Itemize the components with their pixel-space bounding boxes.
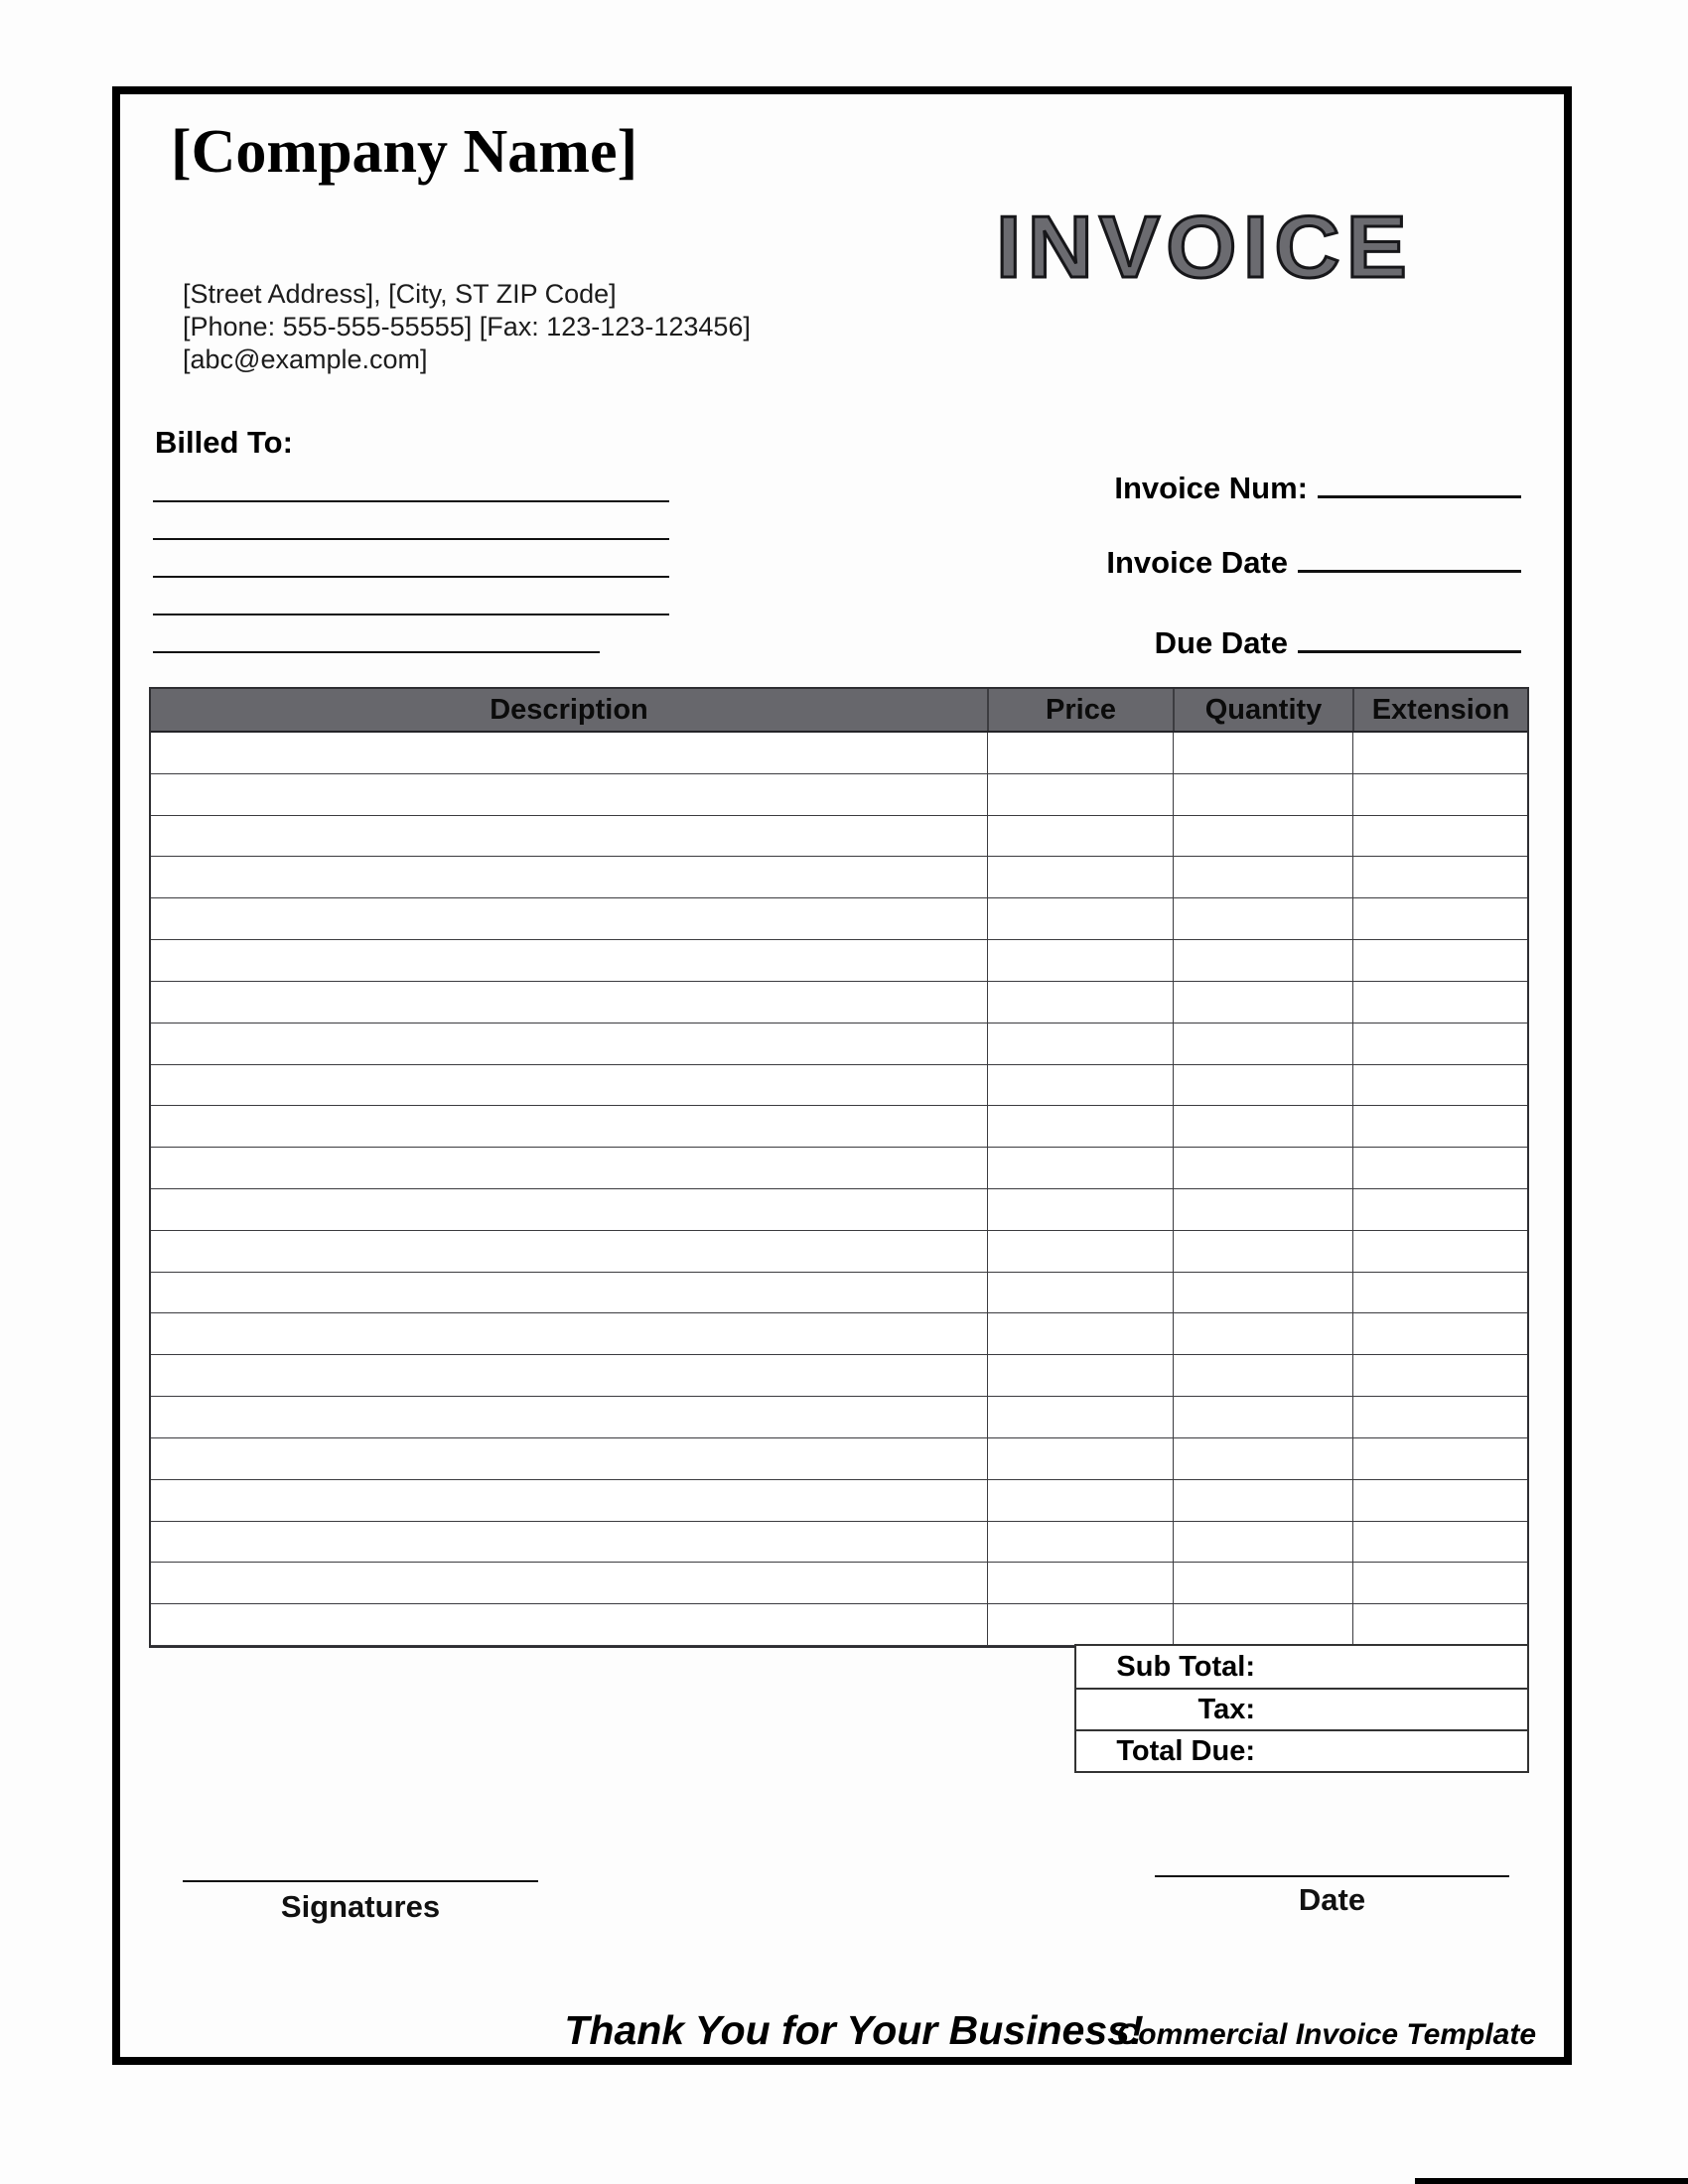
item-cell-description[interactable]: [151, 1106, 987, 1148]
item-cell-extension[interactable]: [1352, 1355, 1527, 1397]
signatures-line[interactable]: [183, 1844, 538, 1882]
item-cell-description[interactable]: [151, 1563, 987, 1604]
template-credit: Commercial Invoice Template: [1116, 2018, 1536, 2051]
due-date-field[interactable]: [1298, 623, 1521, 653]
column-header-description: Description: [490, 693, 648, 726]
item-cell-description[interactable]: [151, 1438, 987, 1480]
company-address-block: [183, 278, 751, 376]
item-cell-price[interactable]: [987, 733, 1173, 774]
invoice-date-row: [1106, 543, 1521, 581]
subtotal-row: [1076, 1646, 1527, 1688]
billed-to-label: Billed To:: [155, 425, 293, 460]
item-cell-price[interactable]: [987, 1438, 1173, 1480]
item-cell-quantity[interactable]: [1173, 1024, 1352, 1065]
item-cell-price[interactable]: [987, 1024, 1173, 1065]
column-header-quantity: Quantity: [1173, 689, 1352, 731]
item-cell-quantity[interactable]: [1173, 857, 1352, 898]
item-cell-price[interactable]: [987, 1313, 1173, 1355]
item-cell-description[interactable]: [151, 1024, 987, 1065]
item-cell-description[interactable]: [151, 1355, 987, 1397]
item-cell-price[interactable]: [987, 1148, 1173, 1189]
item-cell-price[interactable]: [987, 1106, 1173, 1148]
item-cell-description[interactable]: [151, 1231, 987, 1273]
item-cell-quantity[interactable]: [1173, 982, 1352, 1024]
due-date-row: [1155, 623, 1521, 661]
item-cell-description[interactable]: [151, 816, 987, 858]
invoice-number-field[interactable]: [1318, 469, 1521, 498]
item-cell-price[interactable]: [987, 1273, 1173, 1314]
item-cell-extension[interactable]: [1352, 940, 1527, 982]
item-cell-price[interactable]: [987, 1231, 1173, 1273]
item-cell-quantity[interactable]: [1173, 940, 1352, 982]
item-cell-extension[interactable]: [1352, 1604, 1527, 1646]
item-cell-extension[interactable]: [1352, 1438, 1527, 1480]
item-cell-extension[interactable]: [1352, 1106, 1527, 1148]
item-cell-description[interactable]: [151, 1604, 987, 1646]
item-cell-quantity[interactable]: [1173, 898, 1352, 940]
item-cell-extension[interactable]: [1352, 1273, 1527, 1314]
signatures-label: Signatures: [280, 1889, 441, 1924]
total-due-value[interactable]: [1255, 1731, 1527, 1771]
item-cell-quantity[interactable]: [1173, 816, 1352, 858]
total-due-label: Total Due:: [1116, 1734, 1255, 1767]
billed-to-lines: [153, 465, 669, 653]
item-cell-extension[interactable]: [1352, 1024, 1527, 1065]
item-cell-price[interactable]: [987, 1480, 1173, 1522]
item-cell-extension[interactable]: [1352, 1563, 1527, 1604]
company-street-address: [Street Address], [City, ST ZIP Code]: [183, 279, 617, 309]
item-cell-extension[interactable]: [1352, 733, 1527, 774]
item-cell-extension[interactable]: [1352, 1480, 1527, 1522]
item-cell-price[interactable]: [987, 1563, 1173, 1604]
billed-to-blank-line[interactable]: [153, 578, 669, 615]
billed-to-blank-line[interactable]: [153, 465, 669, 502]
item-cell-quantity[interactable]: [1173, 1313, 1352, 1355]
billed-to-blank-line[interactable]: [153, 502, 669, 540]
tax-label: Tax:: [1197, 1693, 1255, 1725]
total-due-row: [1076, 1729, 1527, 1771]
items-table-body: [151, 733, 1527, 1646]
item-cell-price[interactable]: [987, 1189, 1173, 1231]
subtotal-label: Sub Total:: [1116, 1650, 1255, 1683]
item-cell-description[interactable]: [151, 1522, 987, 1564]
item-cell-quantity[interactable]: [1173, 733, 1352, 774]
thank-you-message: Thank You for Your Business!: [564, 2007, 1144, 2053]
column-header-price: Price: [987, 689, 1173, 731]
item-cell-quantity[interactable]: [1173, 1355, 1352, 1397]
item-cell-quantity[interactable]: [1173, 1231, 1352, 1273]
item-cell-description[interactable]: [151, 857, 987, 898]
item-cell-extension[interactable]: [1352, 1522, 1527, 1564]
tax-value[interactable]: [1255, 1690, 1527, 1729]
item-cell-price[interactable]: [987, 1397, 1173, 1438]
item-cell-description[interactable]: [151, 1065, 987, 1107]
item-cell-extension[interactable]: [1352, 1397, 1527, 1438]
item-cell-price[interactable]: [987, 1522, 1173, 1564]
company-name: [Company Name]: [171, 118, 638, 186]
item-cell-price[interactable]: [987, 940, 1173, 982]
item-cell-description[interactable]: [151, 982, 987, 1024]
item-cell-price[interactable]: [987, 857, 1173, 898]
item-cell-extension[interactable]: [1352, 816, 1527, 858]
item-cell-extension[interactable]: [1352, 857, 1527, 898]
company-phone-fax: [Phone: 555-555-55555] [Fax: 123-123-123456]: [183, 312, 751, 341]
item-cell-description[interactable]: [151, 940, 987, 982]
invoice-number-label: Invoice Num:: [1114, 471, 1308, 505]
item-cell-quantity[interactable]: [1173, 774, 1352, 816]
totals-box: [1074, 1644, 1529, 1773]
item-cell-quantity[interactable]: [1173, 1106, 1352, 1148]
item-cell-extension[interactable]: [1352, 1231, 1527, 1273]
item-cell-price[interactable]: [987, 1065, 1173, 1107]
item-cell-quantity[interactable]: [1173, 1438, 1352, 1480]
scan-edge-artifact: [1415, 2178, 1688, 2184]
item-cell-extension[interactable]: [1352, 982, 1527, 1024]
date-line[interactable]: [1155, 1840, 1509, 1877]
item-cell-price[interactable]: [987, 1355, 1173, 1397]
item-cell-description[interactable]: [151, 733, 987, 774]
item-cell-extension[interactable]: [1352, 1065, 1527, 1107]
item-cell-description[interactable]: [151, 1273, 987, 1314]
item-cell-description[interactable]: [151, 1480, 987, 1522]
item-cell-quantity[interactable]: [1173, 1397, 1352, 1438]
item-cell-price[interactable]: [987, 1604, 1173, 1646]
item-cell-extension[interactable]: [1352, 898, 1527, 940]
item-cell-quantity[interactable]: [1173, 1065, 1352, 1107]
invoice-date-label: Invoice Date: [1106, 545, 1288, 580]
item-cell-price[interactable]: [987, 982, 1173, 1024]
item-cell-extension[interactable]: [1352, 1148, 1527, 1189]
item-cell-description[interactable]: [151, 1397, 987, 1438]
item-cell-description[interactable]: [151, 1313, 987, 1355]
item-cell-extension[interactable]: [1352, 774, 1527, 816]
item-cell-quantity[interactable]: [1173, 1148, 1352, 1189]
item-cell-price[interactable]: [987, 816, 1173, 858]
item-cell-quantity[interactable]: [1173, 1189, 1352, 1231]
item-cell-description[interactable]: [151, 1189, 987, 1231]
items-table: [149, 687, 1529, 1648]
column-header-extension: Extension: [1352, 689, 1527, 731]
item-cell-quantity[interactable]: [1173, 1604, 1352, 1646]
invoice-date-field[interactable]: [1298, 543, 1521, 573]
company-email: [abc@example.com]: [183, 344, 428, 374]
item-cell-extension[interactable]: [1352, 1313, 1527, 1355]
subtotal-value[interactable]: [1255, 1646, 1527, 1688]
item-cell-description[interactable]: [151, 774, 987, 816]
item-cell-quantity[interactable]: [1173, 1480, 1352, 1522]
item-cell-quantity[interactable]: [1173, 1522, 1352, 1564]
invoice-title: INVOICE: [996, 198, 1413, 296]
date-label: Date: [1298, 1882, 1366, 1917]
item-cell-quantity[interactable]: [1173, 1273, 1352, 1314]
tax-row: [1076, 1688, 1527, 1729]
due-date-label: Due Date: [1154, 625, 1288, 660]
item-cell-description[interactable]: [151, 898, 987, 940]
billed-to-blank-line[interactable]: [153, 615, 600, 653]
item-cell-extension[interactable]: [1352, 1189, 1527, 1231]
billed-to-blank-line[interactable]: [153, 540, 669, 578]
item-cell-description[interactable]: [151, 1148, 987, 1189]
invoice-number-row: [1114, 469, 1521, 506]
item-cell-quantity[interactable]: [1173, 1563, 1352, 1604]
item-cell-price[interactable]: [987, 774, 1173, 816]
items-table-header: [151, 689, 1527, 733]
item-cell-price[interactable]: [987, 898, 1173, 940]
